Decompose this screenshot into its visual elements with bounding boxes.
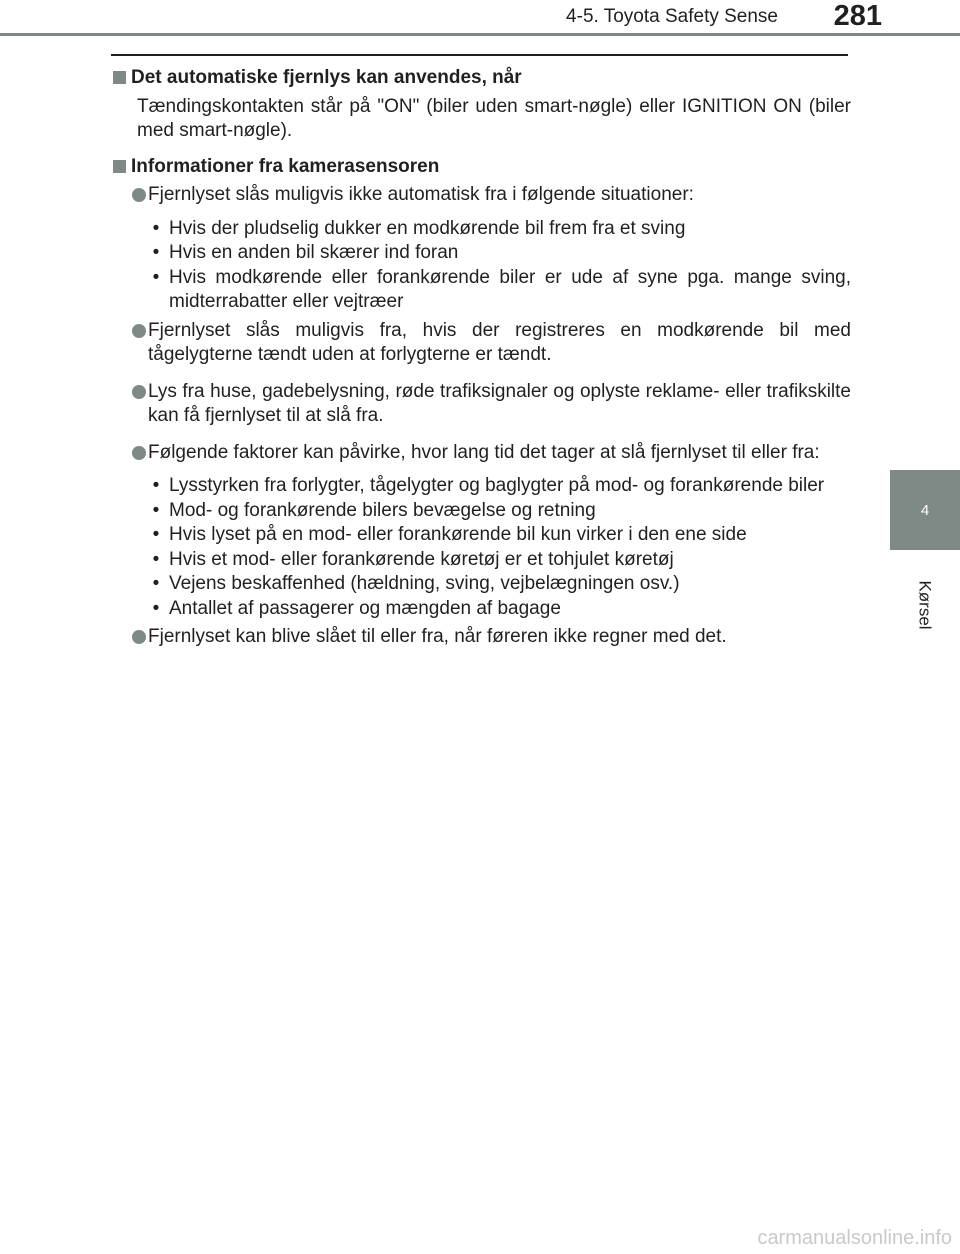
sub-list [111,474,851,621]
circle-bullet-icon [132,188,146,202]
watermark: carmanualsonline.info [757,1227,952,1249]
sub-list-item: • Lysstyrken fra forlygter, tågelygter og baglygter på mod- og forankørende biler [152,475,825,496]
circle-bullet-icon [132,324,146,338]
chapter-number: 4 [920,501,930,519]
sub-list-item: • Hvis lyset på en mod- eller forankørende bil kun virker i den ene side [152,524,747,545]
list-item: Lys fra huse, gadebelysning, røde trafiksignaler og oplyste reklame- eller trafikskilte kan få fjernlyset til at slå fra. [111,380,851,429]
circle-bullet-icon [132,630,146,644]
page-content [111,66,851,650]
square-bullet-icon [113,160,126,173]
top-rule [111,54,848,56]
sub-list-item: • Hvis et mod- eller forankørende køretøj er et tohjulet køretøj [152,548,674,570]
section-heading: Det automatiske fjernlys kan anvendes, når [111,66,851,91]
sub-list-item: • Vejens beskaffenhed (hældning, sving, vejbelægningen osv.) [152,573,680,594]
sub-list-item: • Mod- og forankørende bilers bevægelse og retning [152,499,596,521]
section-heading: Informationer fra kamerasensoren [111,155,851,180]
page-number: 281 [833,0,882,32]
section-paragraph: Tændingskontakten står på "ON" (biler uden smart-nøgle) eller IGNITION ON (biler med smart-nøgle). [137,95,851,141]
list-item: Fjernlyset kan blive slået til eller fra, når føreren ikke regner med det. [111,625,851,650]
list-item: Følgende faktorer kan påvirke, hvor lang tid det tager at slå fjernlyset til eller fra: [111,441,851,466]
list-item: Fjernlyset slås muligvis ikke automatisk fra i følgende situationer: [111,183,851,208]
list-item: Fjernlyset slås muligvis fra, hvis der registreres en modkørende bil med tågelygterne tændt uden at forlygterne er tændt. [111,319,851,368]
sub-list-item: • Hvis en anden bil skærer ind foran [152,242,459,263]
sub-list-item: • Hvis modkørende eller forankørende biler er ude af syne pga. mange sving, midterrabatter eller vejtræer [152,266,851,312]
chapter-label [890,550,960,660]
sub-list [111,217,851,315]
circle-bullet-icon [132,385,146,399]
header-bar [0,0,960,36]
sub-list-item: • Hvis der pludselig dukker en modkørende bil frem fra et sving [152,217,686,239]
section-title: 4-5. Toyota Safety Sense [566,6,778,27]
square-bullet-icon [113,71,126,84]
chapter-tab [890,470,960,550]
circle-bullet-icon [132,446,146,460]
chapter-title: Kørsel [916,580,935,630]
sub-list-item: • Antallet af passagerer og mængden af bagage [152,597,561,619]
